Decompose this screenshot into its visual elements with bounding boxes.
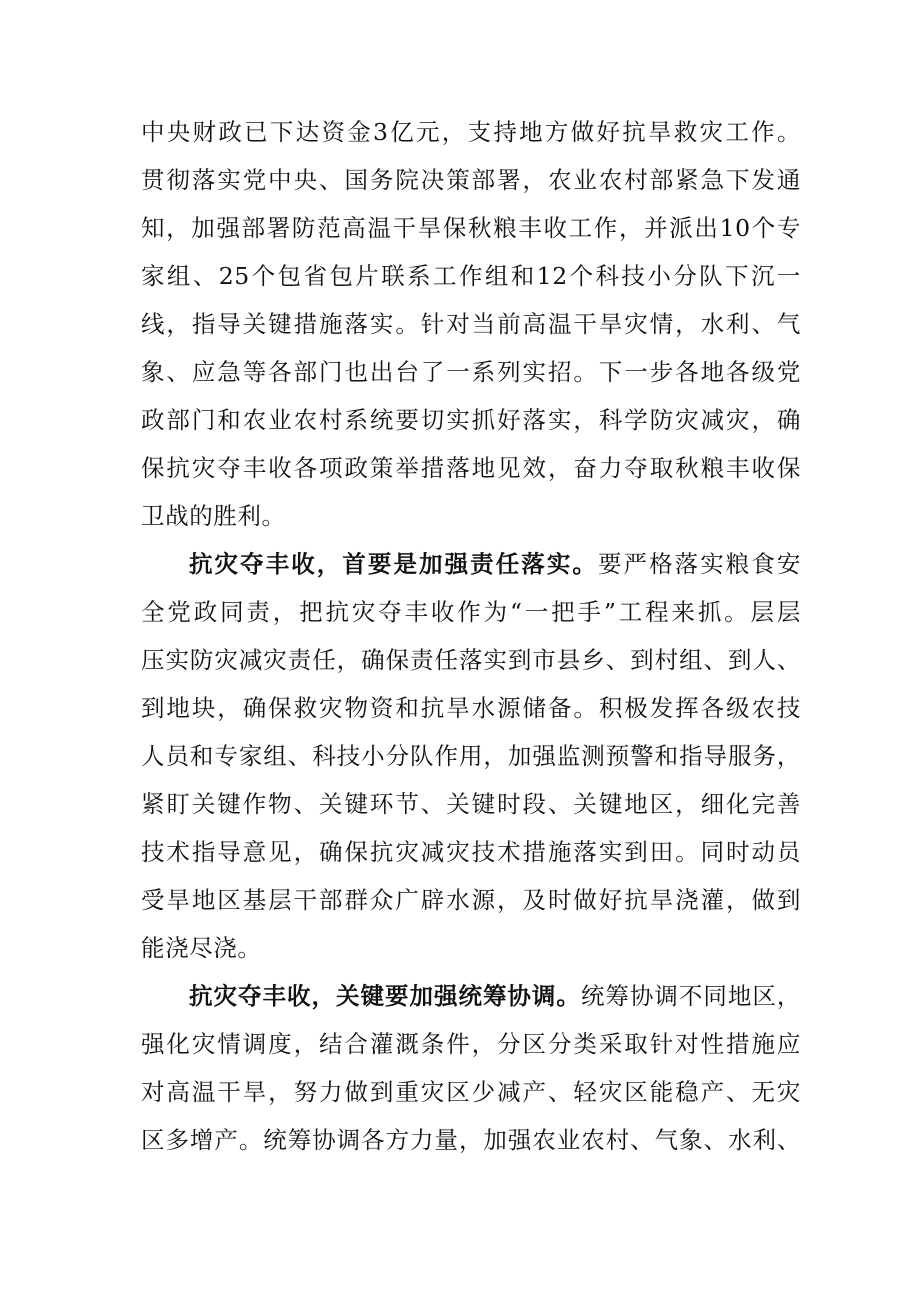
text-line: 政部门和农业农村系统要切实抓好落实，科学防灾减灾，确 [141, 406, 801, 434]
text-line: 到地块，确保救灾物资和抗旱水源储备。积极发挥各级农技 [141, 694, 801, 722]
text-line: 贯彻落实党中央、国务院决策部署，农业农村部紧急下发通 [141, 166, 801, 194]
paragraph-heading: 抗灾夺丰收，首要是加强责任落实。 [189, 550, 598, 578]
text-line: 家组、25个包省包片联系工作组和12个科技小分队下沉一 [141, 262, 801, 290]
text-line: 受旱地区基层干部群众广辟水源，及时做好抗旱浇灌，做到 [141, 886, 801, 914]
text-line: 中央财政已下达资金3亿元，支持地方做好抗旱救灾工作。 [141, 118, 801, 146]
text-line: 能浇尽浇。 [141, 934, 262, 962]
text-line: 全党政同责，把抗灾夺丰收作为“一把手”工程来抓。层层 [141, 598, 801, 626]
paragraph-text: 统筹协调不同地区， [580, 982, 801, 1010]
text-line: 对高温干旱，努力做到重灾区少减产、轻灾区能稳产、无灾 [141, 1078, 801, 1106]
text-line: 人员和专家组、科技小分队作用，加强监测预警和指导服务， [141, 742, 801, 770]
paragraph-heading: 抗灾夺丰收，关键要加强统筹协调。 [189, 982, 581, 1010]
text-line: 卫战的胜利。 [141, 502, 286, 530]
paragraph-lead-line [189, 980, 801, 1012]
paragraph-lead-line [189, 548, 801, 580]
text-line: 压实防灾减灾责任，确保责任落实到市县乡、到村组、到人、 [141, 646, 801, 674]
text-line: 象、应急等各部门也出台了一系列实招。下一步各地各级党 [141, 358, 801, 386]
text-line: 保抗灾夺丰收各项政策举措落地见效，奋力夺取秋粮丰收保 [141, 454, 801, 482]
text-line: 区多增产。统筹协调各方力量，加强农业农村、气象、水利、 [141, 1126, 801, 1154]
text-line: 技术指导意见，确保抗灾减灾技术措施落实到田。同时动员 [141, 838, 801, 866]
text-line: 知，加强部署防范高温干旱保秋粮丰收工作，并派出10个专 [141, 214, 801, 242]
paragraph-text: 要严格落实粮食安 [597, 550, 801, 578]
text-line: 紧盯关键作物、关键环节、关键时段、关键地区，细化完善 [141, 790, 801, 818]
text-line: 线，指导关键措施落实。针对当前高温干旱灾情，水利、气 [141, 310, 801, 338]
text-line: 强化灾情调度，结合灌溉条件，分区分类采取针对性措施应 [141, 1030, 801, 1058]
